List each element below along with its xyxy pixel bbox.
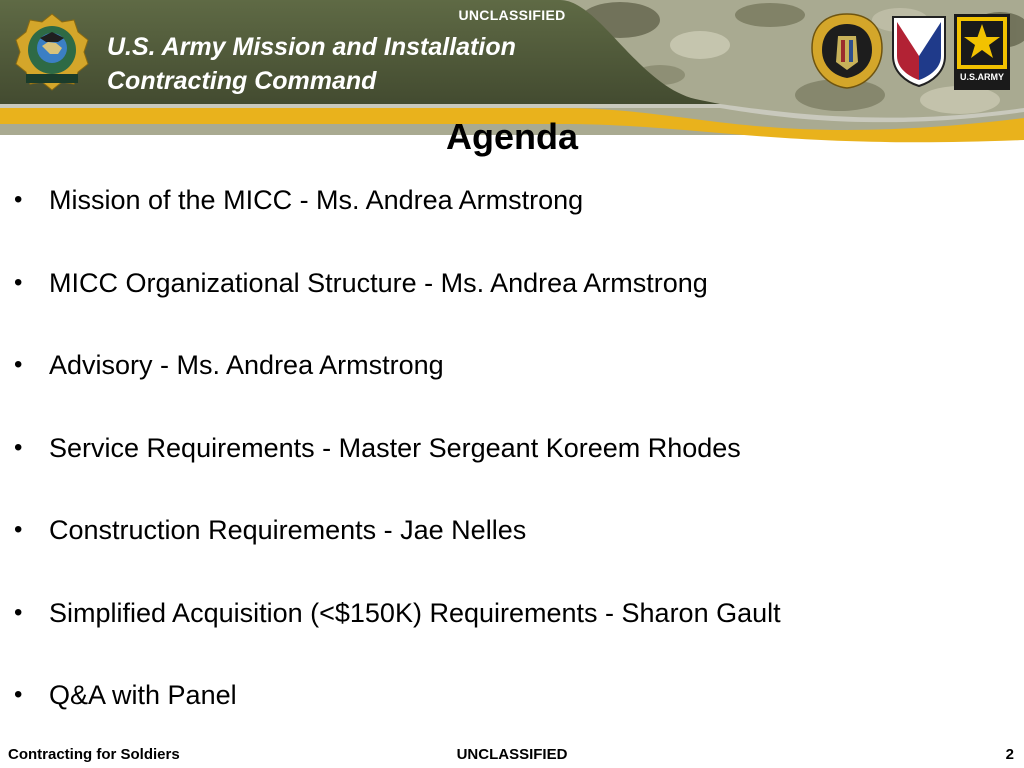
agenda-item-text: Service Requirements - Master Sergeant Koreem Rhodes — [49, 432, 741, 463]
classification-top: UNCLASSIFIED — [458, 7, 566, 23]
org-title-line2: Contracting Command — [107, 67, 377, 95]
agenda-item-text: Advisory - Ms. Andrea Armstrong — [49, 350, 444, 380]
classification-bottom: UNCLASSIFIED — [456, 746, 568, 763]
bullet-icon: • — [14, 516, 23, 543]
slide-title: Agenda — [445, 116, 578, 157]
micc-seal-icon — [12, 12, 92, 92]
org-title-line1: U.S. Army Mission and Installation — [107, 33, 516, 61]
agenda-item-text: MICC Organizational Structure - Ms. Andrea Armstrong — [49, 267, 708, 298]
bullet-icon: • — [14, 598, 23, 626]
bullet-icon: • — [14, 268, 23, 296]
bullet-icon: • — [14, 433, 23, 461]
agenda-item-text: Mission of the MICC - Ms. Andrea Armstrong — [49, 185, 584, 215]
agenda-item-text: Construction Requirements - Jae Nelles — [49, 515, 527, 545]
us-army-wordmark: U.S.ARMY — [959, 72, 1004, 82]
agenda-item-text: Simplified Acquisition (<$150K) Requirements - Sharon Gault — [49, 597, 781, 628]
bullet-icon: • — [14, 186, 23, 213]
org-title — [107, 30, 516, 98]
footer-left-text: Contracting for Soldiers — [8, 746, 180, 763]
bullet-icon: • — [14, 681, 23, 708]
amc-shield-icon — [890, 14, 948, 88]
bullet-icon: • — [14, 351, 23, 378]
page-number: 2 — [1005, 746, 1014, 763]
agenda-item-text: Q&A with Panel — [49, 680, 237, 710]
acc-crest-icon — [810, 12, 884, 90]
